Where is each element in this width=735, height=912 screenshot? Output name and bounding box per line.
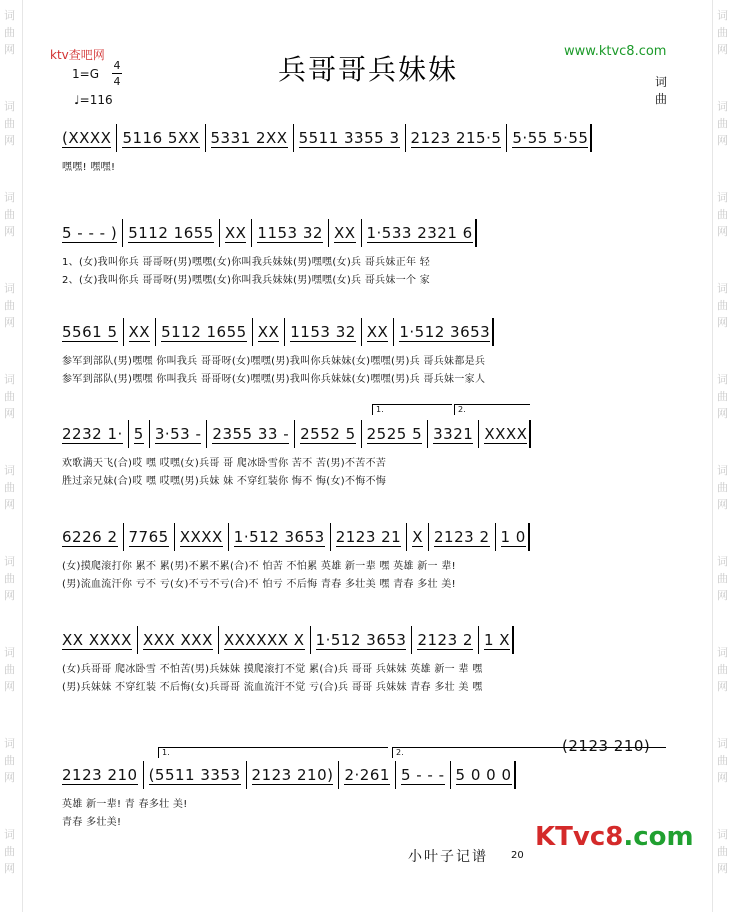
watermark-glyph: 曲: [717, 663, 728, 676]
bracket-note: (2123 210): [562, 737, 651, 755]
measure: 1·512 3653: [399, 322, 491, 341]
end-bar-line: [492, 318, 494, 346]
bar-line: [122, 219, 123, 247]
measure: 5·55 5·55: [512, 128, 589, 147]
watermark-glyph: 网: [717, 862, 728, 875]
measure: 5561 5: [62, 322, 118, 341]
measure: 1 X: [483, 630, 511, 649]
lyricist-label: 词: [655, 75, 668, 89]
watermark-glyph: 词: [4, 282, 15, 295]
bar-line: [219, 219, 220, 247]
lyrics-verse-1: 1、(女)我叫你兵 哥哥呀(男)嘿嘿(女)你叫我兵妹妹(男)嘿嘿(女)兵 哥兵妹正年 轻: [62, 257, 431, 268]
measure: 5 - - -: [400, 765, 445, 784]
measure: (XXXX: [62, 128, 112, 147]
measure: 2123 2: [417, 630, 473, 649]
end-bar-line: [514, 761, 516, 789]
watermark-glyph: 网: [717, 134, 728, 147]
measure: XX: [224, 223, 247, 242]
bar-line: [478, 626, 479, 654]
watermark-glyph: 网: [717, 771, 728, 784]
watermark-glyph: 网: [4, 862, 15, 875]
bar-line: [406, 523, 407, 551]
bar-line: [128, 420, 129, 448]
watermark-glyph: 词: [4, 828, 15, 841]
watermark-glyph: 网: [4, 43, 15, 56]
measure: XX: [333, 223, 356, 242]
measure: 2123 210): [251, 765, 334, 784]
watermark-glyph: 词: [717, 282, 728, 295]
measure: 2552 5: [300, 424, 356, 443]
measure: XX: [366, 322, 389, 341]
watermark-glyph: 网: [717, 498, 728, 511]
watermark-glyph: 曲: [4, 299, 15, 312]
watermark-glyph: 曲: [717, 26, 728, 39]
volta-second: 2.: [454, 404, 530, 415]
watermark-glyph: 词: [717, 737, 728, 750]
bar-line: [293, 124, 294, 152]
lyrics-verse-1: (女)摸爬滚打你 累不 累(男)不累不累(合)不 怕苦 不怕累 英雄 新一辈 嘿 英雄 新一 辈!: [62, 561, 456, 572]
watermark-glyph: 网: [717, 589, 728, 602]
key-signature: 1=G: [72, 67, 99, 81]
bar-line: [218, 626, 219, 654]
measure: 5112 1655: [128, 223, 214, 242]
volta-first: 1.: [158, 747, 388, 758]
watermark-glyph: 曲: [717, 117, 728, 130]
notation-line: [62, 420, 533, 448]
bar-line: [294, 420, 295, 448]
watermark-glyph: 网: [717, 316, 728, 329]
measure: 5331 2XX: [210, 128, 288, 147]
watermark-glyph: 网: [4, 680, 15, 693]
watermark-glyph: 曲: [717, 754, 728, 767]
watermark-glyph: 网: [4, 407, 15, 420]
logo-main: KTvc8: [535, 822, 624, 852]
lyrics-verse-1: 欢歌满天飞(合)哎 嘿 哎嘿(女)兵哥 哥 爬冰卧雪你 苦不 苦(男)不苦不苦: [62, 458, 387, 469]
watermark-glyph: 网: [717, 680, 728, 693]
lyrics-verse-1: (女)兵哥哥 爬冰卧雪 不怕苦(男)兵妹妹 摸爬滚打不觉 累(合)兵 哥哥 兵妹妹 英雄 新一 辈 嘿: [62, 664, 483, 675]
watermark-glyph: 曲: [717, 481, 728, 494]
bar-line: [205, 124, 206, 152]
watermark-glyph: 词: [4, 191, 15, 204]
bar-line: [252, 318, 253, 346]
bar-line: [405, 124, 406, 152]
time-bottom: 4: [113, 75, 121, 88]
signature: 小叶子记谱: [408, 849, 488, 865]
measure: 1 0: [500, 527, 526, 546]
lyrics-verse-2: 青春 多壮美!: [62, 817, 122, 828]
measure: XX XXXX: [62, 630, 132, 649]
watermark-glyph: 词: [717, 100, 728, 113]
watermark-glyph: 曲: [4, 117, 15, 130]
watermark-glyph: 网: [4, 316, 15, 329]
watermark-glyph: 曲: [4, 208, 15, 221]
right-watermark-strip: [712, 0, 735, 912]
measure: (5511 3353: [148, 765, 241, 784]
measure: 2355 33 -: [212, 424, 290, 443]
bar-line: [251, 219, 252, 247]
tempo-mark: ♩=116: [74, 93, 113, 107]
bar-line: [228, 523, 229, 551]
watermark-glyph: 网: [4, 589, 15, 602]
measure: 5: [133, 424, 144, 443]
logo-tail: .com: [623, 822, 694, 852]
end-bar-line: [512, 626, 514, 654]
watermark-glyph: 词: [717, 828, 728, 841]
measure: 1·512 3653: [233, 527, 325, 546]
bar-line: [123, 523, 124, 551]
measure: 3321: [433, 424, 474, 443]
notation-line: [62, 626, 516, 654]
measure: 1·512 3653: [315, 630, 407, 649]
watermark-glyph: 曲: [717, 208, 728, 221]
brand-left: ktv查吧网: [50, 48, 105, 62]
volta-first: 1.: [372, 404, 452, 415]
measure: XXX XXX: [142, 630, 213, 649]
watermark-glyph: 词: [4, 100, 15, 113]
bar-line: [411, 626, 412, 654]
notation-line: [62, 761, 518, 789]
measure: XXXXXX X: [223, 630, 305, 649]
bar-line: [137, 626, 138, 654]
watermark-glyph: 词: [717, 9, 728, 22]
bar-line: [361, 318, 362, 346]
measure: 1153 32: [257, 223, 323, 242]
watermark-glyph: 词: [4, 9, 15, 22]
time-signature: [112, 58, 122, 89]
bar-line: [328, 219, 329, 247]
watermark-glyph: 词: [4, 373, 15, 386]
bar-line: [495, 523, 496, 551]
measure: X: [412, 527, 423, 546]
measure: 2525 5: [366, 424, 423, 443]
measure: 7765: [128, 527, 169, 546]
bar-line: [206, 420, 207, 448]
bar-line: [361, 420, 362, 448]
bar-line: [330, 523, 331, 551]
measure: 2123 2: [434, 527, 490, 546]
bar-line: [338, 761, 339, 789]
watermark-glyph: 词: [717, 373, 728, 386]
bar-line: [149, 420, 150, 448]
lyrics-verse-2: 胜过亲兄妹(合)哎 嘿 哎嘿(男)兵妹 妹 不穿红装你 悔不 悔(女)不悔不悔: [62, 476, 387, 487]
ktv-logo: [535, 822, 694, 852]
bar-line: [361, 219, 362, 247]
watermark-glyph: 网: [717, 43, 728, 56]
bar-line: [246, 761, 247, 789]
lyrics-verse-1: 参军到部队(男)嘿嘿 你叫我兵 哥哥呀(女)嘿嘿(男)我叫你兵妹妹(女)嘿嘿(男)兵 哥兵妹都是兵: [62, 356, 486, 367]
lyrics-verse-2: 参军到部队(男)嘿嘿 你叫我兵 哥哥呀(女)嘿嘿(男)我叫你兵妹妹(女)嘿嘿(男)兵 哥兵妹一家人: [62, 374, 486, 385]
watermark-glyph: 曲: [4, 845, 15, 858]
measure: 2123 210: [62, 765, 138, 784]
bar-line: [143, 761, 144, 789]
notation-line: [62, 523, 532, 551]
lyrics-verse-2: 2、(女)我叫你兵 哥哥呀(男)嘿嘿(女)你叫我兵妹妹(男)嘿嘿(女)兵 哥兵妹一个 家: [62, 275, 431, 286]
lyrics-verse-1: 嘿嘿! 嘿嘿!: [62, 162, 116, 173]
measure: 5 0 0 0: [455, 765, 512, 784]
end-bar-line: [528, 523, 530, 551]
watermark-glyph: 曲: [717, 299, 728, 312]
lyrics-verse-2: (男)流血流汗你 亏不 亏(女)不亏不亏(合)不 怕亏 不后悔 青春 多壮美 嘿 青春 多壮 美!: [62, 579, 456, 590]
measure: 5116 5XX: [122, 128, 200, 147]
measure: XX: [257, 322, 280, 341]
watermark-glyph: 曲: [717, 845, 728, 858]
measure: 2123 21: [335, 527, 402, 546]
bar-line: [428, 523, 429, 551]
bar-line: [116, 124, 117, 152]
end-bar-line: [590, 124, 592, 152]
bar-line: [393, 318, 394, 346]
watermark-glyph: 曲: [717, 390, 728, 403]
measure: 1·533 2321 6: [366, 223, 473, 242]
watermark-glyph: 网: [717, 225, 728, 238]
watermark-glyph: 词: [4, 737, 15, 750]
watermark-glyph: 词: [717, 646, 728, 659]
bar-line: [427, 420, 428, 448]
measure: 2232 1·: [62, 424, 123, 443]
composer-label: 曲: [655, 92, 668, 106]
measure: XX: [128, 322, 151, 341]
watermark-glyph: 词: [717, 464, 728, 477]
watermark-glyph: 网: [4, 498, 15, 511]
end-bar-line: [475, 219, 477, 247]
measure: 1153 32: [290, 322, 356, 341]
lyrics-verse-2: (男)兵妹妹 不穿红装 不后悔(女)兵哥哥 流血流汗不觉 亏(合)兵 哥哥 兵妹妹 青春 多壮 美 嘿: [62, 682, 483, 693]
notation-line: [62, 318, 496, 346]
measure: 5 - - - ): [62, 223, 118, 242]
bar-line: [284, 318, 285, 346]
measure: 3·53 -: [154, 424, 202, 443]
time-top: 4: [113, 59, 121, 72]
watermark-glyph: 网: [4, 225, 15, 238]
watermark-glyph: 曲: [4, 26, 15, 39]
notation-line: [62, 219, 479, 247]
measure: 2123 215·5: [410, 128, 502, 147]
volta-second: 2.: [392, 747, 666, 758]
notation-line: [62, 124, 594, 152]
watermark-glyph: 网: [4, 771, 15, 784]
measure: 5511 3355 3: [298, 128, 400, 147]
bar-line: [310, 626, 311, 654]
bar-line: [395, 761, 396, 789]
watermark-glyph: 网: [717, 407, 728, 420]
watermark-glyph: 词: [4, 464, 15, 477]
watermark-glyph: 词: [717, 191, 728, 204]
measure: 2·261: [344, 765, 390, 784]
song-title: 兵哥哥兵妹妹: [278, 53, 459, 86]
watermark-glyph: 词: [4, 555, 15, 568]
watermark-glyph: 曲: [4, 390, 15, 403]
bar-line: [155, 318, 156, 346]
measure: XXXX: [179, 527, 223, 546]
bar-line: [450, 761, 451, 789]
watermark-glyph: 曲: [4, 663, 15, 676]
bar-line: [506, 124, 507, 152]
measure: XXXX: [484, 424, 528, 443]
watermark-glyph: 词: [717, 555, 728, 568]
brand-right: www.ktvc8.com: [564, 44, 667, 59]
end-bar-line: [529, 420, 531, 448]
watermark-glyph: 网: [4, 134, 15, 147]
watermark-glyph: 曲: [4, 481, 15, 494]
measure: 6226 2: [62, 527, 118, 546]
bar-line: [478, 420, 479, 448]
watermark-glyph: 曲: [717, 572, 728, 585]
measure: 5112 1655: [161, 322, 247, 341]
left-watermark-strip: [0, 0, 23, 912]
date: 20: [511, 850, 524, 861]
lyrics-verse-1: 英雄 新一辈! 青 春多壮 美!: [62, 799, 188, 810]
bar-line: [174, 523, 175, 551]
watermark-glyph: 曲: [4, 754, 15, 767]
watermark-glyph: 词: [4, 646, 15, 659]
watermark-glyph: 曲: [4, 572, 15, 585]
bar-line: [123, 318, 124, 346]
